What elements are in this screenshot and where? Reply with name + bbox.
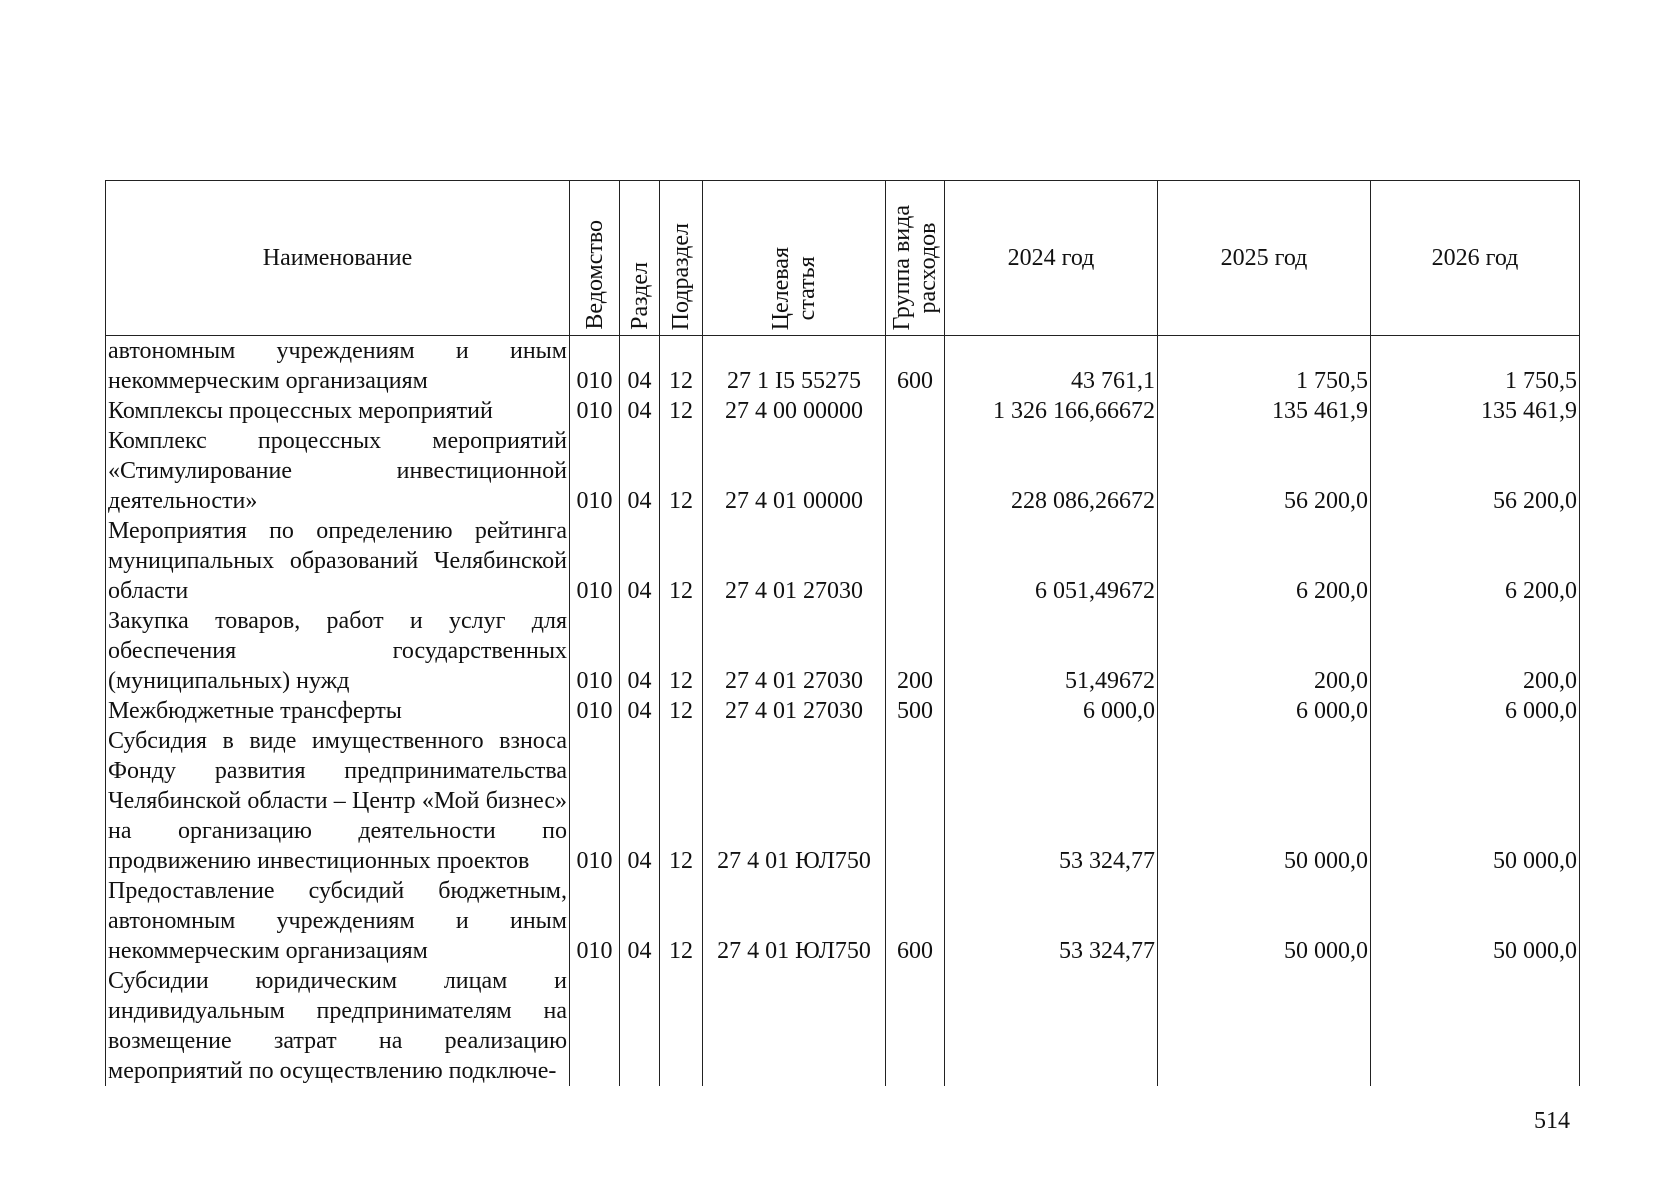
table-row xyxy=(106,426,1580,516)
cell-y2025: 56 200,0 xyxy=(1158,426,1371,516)
table-row xyxy=(106,516,1580,606)
cell-subsection: 12 xyxy=(660,336,703,397)
cell-section: 04 xyxy=(620,876,660,966)
cell-y2025: 50 000,0 xyxy=(1158,726,1371,876)
cell-y2024: 43 761,1 xyxy=(945,336,1158,397)
cell-y2025: 50 000,0 xyxy=(1158,876,1371,966)
cell-target: 27 4 01 ЮЛ750 xyxy=(703,876,886,966)
cell-section: 04 xyxy=(620,726,660,876)
cell-y2025 xyxy=(1158,966,1371,1086)
cell-target: 27 4 01 27030 xyxy=(703,606,886,696)
cell-name: Мероприятия по определению рейтинга муниципальных образований Челябинской области xyxy=(106,516,570,606)
cell-dept: 010 xyxy=(570,516,620,606)
cell-y2024: 53 324,77 xyxy=(945,876,1158,966)
cell-section xyxy=(620,966,660,1086)
cell-y2026: 200,0 xyxy=(1371,606,1580,696)
page-number: 514 xyxy=(1534,1108,1570,1134)
cell-y2025: 200,0 xyxy=(1158,606,1371,696)
cell-name: Субсидия в виде имущественного взноса Фонду развития предпринимательства Челябинской области – Центр «Мой бизнес» на организацию деятельности по продвижению инвестиционных проектов xyxy=(106,726,570,876)
table-row xyxy=(106,726,1580,876)
table-body xyxy=(106,336,1580,1087)
cell-dept: 010 xyxy=(570,726,620,876)
cell-dept xyxy=(570,966,620,1086)
cell-y2026: 6 200,0 xyxy=(1371,516,1580,606)
header-target: Целевая статья xyxy=(703,181,886,336)
table-row xyxy=(106,876,1580,966)
table-row xyxy=(106,396,1580,426)
table-row xyxy=(106,966,1580,1086)
cell-y2024: 6 051,49672 xyxy=(945,516,1158,606)
cell-subsection: 12 xyxy=(660,426,703,516)
cell-group: 600 xyxy=(886,876,945,966)
cell-dept: 010 xyxy=(570,696,620,726)
cell-group: 600 xyxy=(886,336,945,397)
cell-target: 27 1 I5 55275 xyxy=(703,336,886,397)
cell-subsection: 12 xyxy=(660,396,703,426)
cell-group xyxy=(886,426,945,516)
table-row xyxy=(106,606,1580,696)
table-row xyxy=(106,696,1580,726)
cell-name: Предоставление субсидий бюджетным, автономным учреждениям и иным некоммерческим организациям xyxy=(106,876,570,966)
cell-group xyxy=(886,516,945,606)
cell-subsection: 12 xyxy=(660,516,703,606)
cell-target: 27 4 01 27030 xyxy=(703,696,886,726)
header-expense-group: Группа вида расходов xyxy=(886,181,945,336)
header-subsection: Подраздел xyxy=(660,181,703,336)
cell-section: 04 xyxy=(620,516,660,606)
header-2025: 2025 год xyxy=(1158,181,1371,336)
cell-group xyxy=(886,966,945,1086)
header-section: Раздел xyxy=(620,181,660,336)
cell-target: 27 4 00 00000 xyxy=(703,396,886,426)
cell-group: 200 xyxy=(886,606,945,696)
cell-y2024 xyxy=(945,966,1158,1086)
cell-target xyxy=(703,966,886,1086)
table-row xyxy=(106,336,1580,397)
cell-y2024: 228 086,26672 xyxy=(945,426,1158,516)
cell-dept: 010 xyxy=(570,396,620,426)
cell-name: автономным учреждениям и иным некоммерческим организациям xyxy=(106,336,570,397)
budget-table xyxy=(105,180,1580,1086)
cell-y2026: 56 200,0 xyxy=(1371,426,1580,516)
cell-subsection: 12 xyxy=(660,696,703,726)
cell-name: Закупка товаров, работ и услуг для обеспечения государственных (муниципальных) нужд xyxy=(106,606,570,696)
cell-section: 04 xyxy=(620,606,660,696)
header-name: Наименование xyxy=(106,181,570,336)
cell-group xyxy=(886,396,945,426)
cell-y2025: 6 000,0 xyxy=(1158,696,1371,726)
cell-name: Межбюджетные трансферты xyxy=(106,696,570,726)
cell-group: 500 xyxy=(886,696,945,726)
cell-name: Комплексы процессных мероприятий xyxy=(106,396,570,426)
header-2024: 2024 год xyxy=(945,181,1158,336)
cell-target: 27 4 01 27030 xyxy=(703,516,886,606)
cell-subsection: 12 xyxy=(660,606,703,696)
cell-subsection xyxy=(660,966,703,1086)
cell-dept: 010 xyxy=(570,336,620,397)
cell-section: 04 xyxy=(620,336,660,397)
cell-y2026 xyxy=(1371,966,1580,1086)
table-header-row xyxy=(106,181,1580,336)
cell-y2026: 135 461,9 xyxy=(1371,396,1580,426)
cell-section: 04 xyxy=(620,396,660,426)
cell-target: 27 4 01 ЮЛ750 xyxy=(703,726,886,876)
cell-name: Комплекс процессных мероприятий «Стимулирование инвестиционной деятельности» xyxy=(106,426,570,516)
cell-dept: 010 xyxy=(570,426,620,516)
cell-dept: 010 xyxy=(570,606,620,696)
cell-subsection: 12 xyxy=(660,726,703,876)
cell-y2025: 6 200,0 xyxy=(1158,516,1371,606)
cell-y2024: 51,49672 xyxy=(945,606,1158,696)
header-dept: Ведомство xyxy=(570,181,620,336)
cell-name: Субсидии юридическим лицам и индивидуальным предпринимателям на возмещение затрат на реализацию мероприятий по осуществлению подключе- xyxy=(106,966,570,1086)
cell-section: 04 xyxy=(620,426,660,516)
cell-y2024: 6 000,0 xyxy=(945,696,1158,726)
cell-subsection: 12 xyxy=(660,876,703,966)
header-2026: 2026 год xyxy=(1371,181,1580,336)
cell-target: 27 4 01 00000 xyxy=(703,426,886,516)
cell-section: 04 xyxy=(620,696,660,726)
cell-y2025: 135 461,9 xyxy=(1158,396,1371,426)
cell-y2026: 50 000,0 xyxy=(1371,876,1580,966)
cell-y2026: 1 750,5 xyxy=(1371,336,1580,397)
cell-y2024: 53 324,77 xyxy=(945,726,1158,876)
cell-y2026: 6 000,0 xyxy=(1371,696,1580,726)
cell-group xyxy=(886,726,945,876)
cell-y2025: 1 750,5 xyxy=(1158,336,1371,397)
cell-y2026: 50 000,0 xyxy=(1371,726,1580,876)
cell-y2024: 1 326 166,66672 xyxy=(945,396,1158,426)
cell-dept: 010 xyxy=(570,876,620,966)
